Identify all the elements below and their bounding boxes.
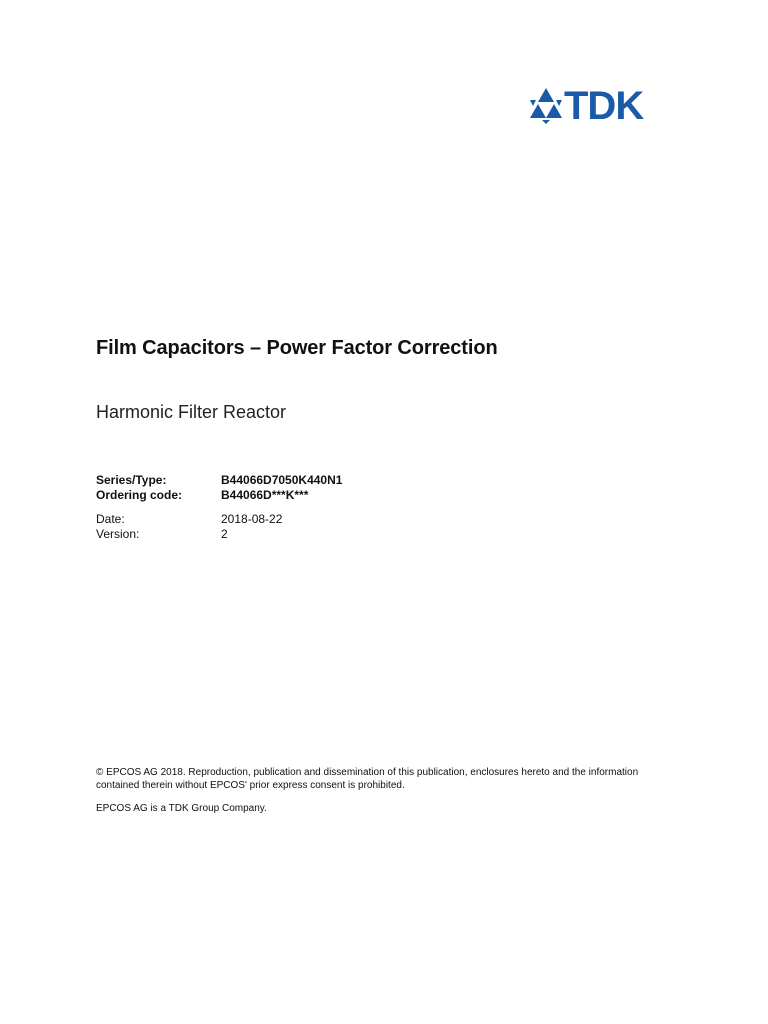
ordering-code-row <box>96 488 342 503</box>
document-subtitle: Harmonic Filter Reactor <box>96 402 287 422</box>
series-type-row <box>96 473 342 488</box>
document-info <box>96 473 342 542</box>
series-type-label: Series/Type: <box>96 473 167 487</box>
version-value: 2 <box>221 527 228 541</box>
ordering-code-value: B44066D***K*** <box>221 488 309 502</box>
document-title: Film Capacitors – Power Factor Correction <box>96 337 498 359</box>
date-label: Date: <box>96 512 125 526</box>
date-value: 2018-08-22 <box>221 512 283 526</box>
version-label: Version: <box>96 527 140 541</box>
date-row <box>96 512 342 527</box>
logo-wordmark: TDK <box>564 86 644 124</box>
version-row <box>96 527 342 542</box>
copyright-line-2: contained therein without EPCOS' prior express consent is prohibited. <box>96 779 405 791</box>
series-type-value: B44066D7050K440N1 <box>221 473 343 487</box>
ordering-code-label: Ordering code: <box>96 488 183 502</box>
legal-notice <box>96 767 696 816</box>
company-note: EPCOS AG is a TDK Group Company. <box>96 803 267 814</box>
copyright-line-1: © EPCOS AG 2018. Reproduction, publication and dissemination of this publication, enclosures hereto and the information <box>96 767 639 778</box>
tdk-logo <box>528 86 674 124</box>
tdk-emblem-icon <box>530 88 562 124</box>
